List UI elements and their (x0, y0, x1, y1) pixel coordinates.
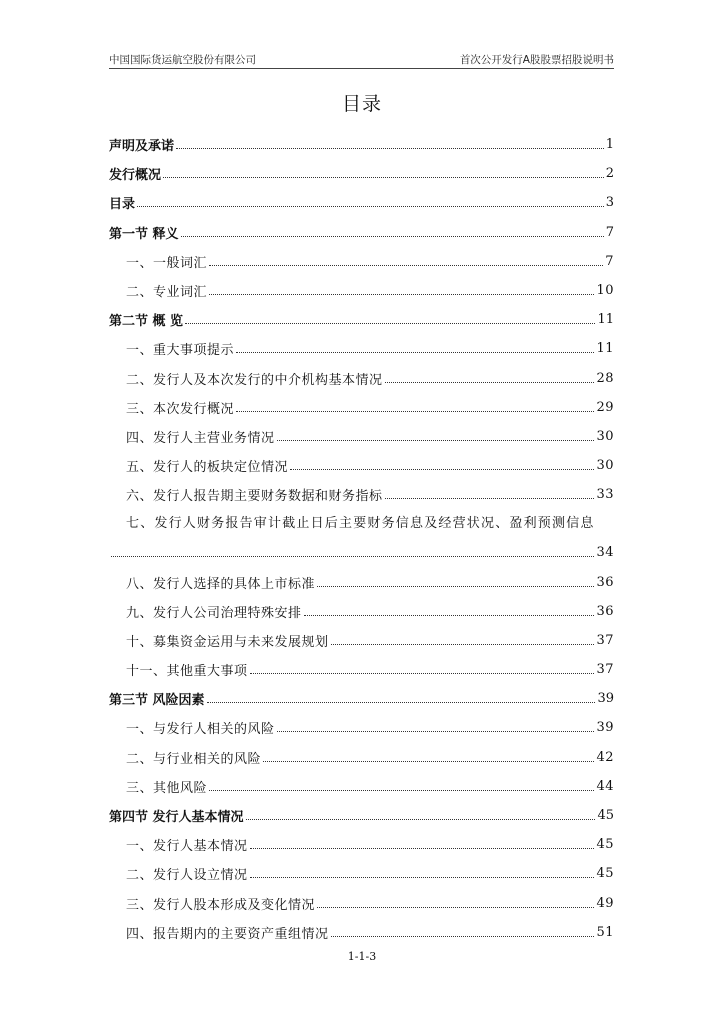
toc-entry-title: 七、发行人财务报告审计截止日后主要财务信息及经营状况、盈利预测信息 (126, 516, 595, 532)
toc-subsection-entry[interactable] (109, 451, 614, 480)
toc-entry-title: 十、募集资金运用与未来发展规划 (126, 634, 329, 650)
toc-entry-title: 三、发行人股本形成及变化情况 (126, 897, 316, 913)
toc-entry-page-number: 10 (596, 283, 614, 299)
page-number: 1-1-3 (347, 950, 377, 963)
toc-entry-title: 九、发行人公司治理特殊安排 (126, 605, 302, 621)
toc-entry-page-number: 33 (596, 487, 614, 503)
toc-entry-page-number: 39 (597, 691, 614, 707)
toc-entry-page-number: 30 (596, 458, 614, 474)
toc-entry-title: 目录 (109, 197, 136, 213)
toc-subsection-entry[interactable] (109, 480, 614, 509)
toc-entry-page-number: 7 (605, 253, 614, 269)
toc-entry-page-number: 49 (596, 895, 614, 911)
toc-entry-title: 一、发行人基本情况 (126, 839, 248, 855)
toc-entry-page-number: 2 (605, 166, 614, 182)
toc-subsection-entry[interactable] (109, 247, 614, 276)
toc-dot-leader (250, 848, 595, 849)
toc-dot-leader (236, 352, 594, 353)
toc-dot-leader (111, 556, 594, 557)
page-header (109, 52, 614, 69)
toc-dot-leader (181, 236, 604, 237)
toc-entry-page-number: 1 (605, 137, 614, 153)
toc-dot-leader (209, 265, 603, 266)
toc-dot-leader (209, 294, 594, 295)
toc-section-entry[interactable] (109, 188, 614, 217)
toc-section-entry[interactable] (109, 159, 614, 188)
toc-section-entry[interactable] (109, 305, 614, 334)
toc-entry-page-number: 45 (597, 808, 614, 824)
toc-entry-title: 二、发行人及本次发行的中介机构基本情况 (126, 372, 383, 388)
toc-entry-page-number: 42 (596, 749, 614, 765)
toc-entry-page-number: 7 (605, 224, 614, 240)
toc-subsection-entry[interactable] (109, 889, 614, 918)
toc-subsection-entry[interactable] (109, 772, 614, 801)
toc-subsection-entry[interactable] (109, 743, 614, 772)
toc-entry-title: 二、专业词汇 (126, 285, 208, 301)
toc-entry-title: 一、重大事项提示 (126, 343, 235, 359)
toc-entry-title: 二、发行人设立情况 (126, 868, 248, 884)
toc-subsection-entry[interactable] (109, 334, 614, 363)
toc-dot-leader (277, 731, 595, 732)
header-document-title: 首次公开发行A股股票招股说明书 (459, 54, 614, 66)
toc-entry-title: 发行概况 (109, 168, 162, 184)
toc-dot-leader (304, 615, 595, 616)
toc-dot-leader (250, 673, 595, 674)
toc-dot-leader (385, 382, 595, 383)
toc-subsection-entry[interactable] (109, 597, 614, 626)
toc-entry-page-number: 34 (596, 545, 614, 561)
toc-section-entry[interactable] (109, 218, 614, 247)
toc-dot-leader (277, 440, 595, 441)
toc-entry-page-number: 51 (596, 924, 614, 940)
toc-entry-title: 三、本次发行概况 (126, 401, 235, 417)
toc-dot-leader (317, 586, 594, 587)
toc-dot-leader (317, 907, 594, 908)
toc-entry-page-number: 44 (596, 778, 614, 794)
toc-subsection-entry[interactable] (109, 830, 614, 859)
toc-dot-leader (185, 323, 595, 324)
toc-dot-leader (385, 498, 595, 499)
toc-subsection-entry[interactable] (109, 364, 614, 393)
toc-entry-title: 五、发行人的板块定位情况 (126, 460, 289, 476)
table-of-contents (109, 130, 614, 947)
toc-dot-leader (207, 702, 596, 703)
toc-section-entry[interactable] (109, 801, 614, 830)
toc-dot-leader (331, 644, 595, 645)
toc-section-entry[interactable] (109, 684, 614, 713)
toc-dot-leader (163, 177, 604, 178)
toc-dot-leader (236, 411, 594, 412)
toc-entry-title: 二、与行业相关的风险 (126, 751, 262, 767)
toc-entry-title: 六、发行人报告期主要财务数据和财务指标 (126, 489, 383, 505)
toc-dot-leader (250, 877, 595, 878)
toc-entry-page-number: 11 (597, 312, 614, 328)
toc-dot-leader (209, 790, 594, 791)
toc-dot-leader (290, 469, 594, 470)
toc-entry-title: 一、一般词汇 (126, 255, 208, 271)
toc-subsection-entry[interactable] (109, 918, 614, 947)
toc-entry-title: 十一、其他重大事项 (126, 664, 248, 680)
toc-entry-page-number: 45 (596, 837, 614, 853)
header-company-name: 中国国际货运航空股份有限公司 (109, 54, 256, 66)
toc-dot-leader (176, 148, 604, 149)
toc-subsection-entry[interactable] (109, 276, 614, 305)
toc-dot-leader (246, 819, 596, 820)
toc-subsection-entry[interactable] (109, 393, 614, 422)
toc-entry-title: 三、其他风险 (126, 780, 208, 796)
toc-entry-page-number: 3 (605, 195, 614, 211)
toc-subsection-entry[interactable] (109, 859, 614, 888)
toc-entry-page-number: 11 (596, 341, 614, 357)
toc-entry-page-number: 28 (596, 370, 614, 386)
toc-entry-title: 四、报告期内的主要资产重组情况 (126, 926, 329, 942)
toc-entry-page-number: 36 (596, 603, 614, 619)
toc-subsection-entry[interactable] (109, 655, 614, 684)
toc-entry-title: 第三节 风险因素 (109, 693, 205, 709)
toc-entry-page-number: 36 (596, 574, 614, 590)
toc-dot-leader (263, 761, 594, 762)
toc-subsection-entry[interactable] (109, 422, 614, 451)
toc-subsection-entry[interactable] (109, 713, 614, 742)
toc-subsection-entry[interactable] (109, 567, 614, 596)
toc-entry-title: 八、发行人选择的具体上市标准 (126, 576, 316, 592)
toc-entry-title: 第四节 发行人基本情况 (109, 810, 244, 826)
toc-entry-title: 第二节 概 览 (109, 314, 184, 330)
toc-entry-page-number: 37 (596, 662, 614, 678)
toc-entry-title: 第一节 释义 (109, 226, 179, 242)
toc-subsection-entry[interactable] (109, 509, 614, 567)
toc-dot-leader (137, 206, 604, 207)
toc-entry-continuation (109, 538, 614, 567)
toc-section-entry[interactable] (109, 130, 614, 159)
toc-entry-page-number: 29 (596, 399, 614, 415)
toc-dot-leader (331, 936, 595, 937)
toc-entry-page-number: 30 (596, 428, 614, 444)
toc-entry-title: 一、与发行人相关的风险 (126, 722, 275, 738)
toc-entry-title: 声明及承诺 (109, 139, 175, 155)
toc-entry-page-number: 37 (596, 632, 614, 648)
toc-entry-title: 四、发行人主营业务情况 (126, 430, 275, 446)
toc-entry-page-number: 45 (596, 866, 614, 882)
toc-entry-page-number: 39 (596, 720, 614, 736)
page-title: 目录 (341, 93, 382, 115)
toc-subsection-entry[interactable] (109, 626, 614, 655)
